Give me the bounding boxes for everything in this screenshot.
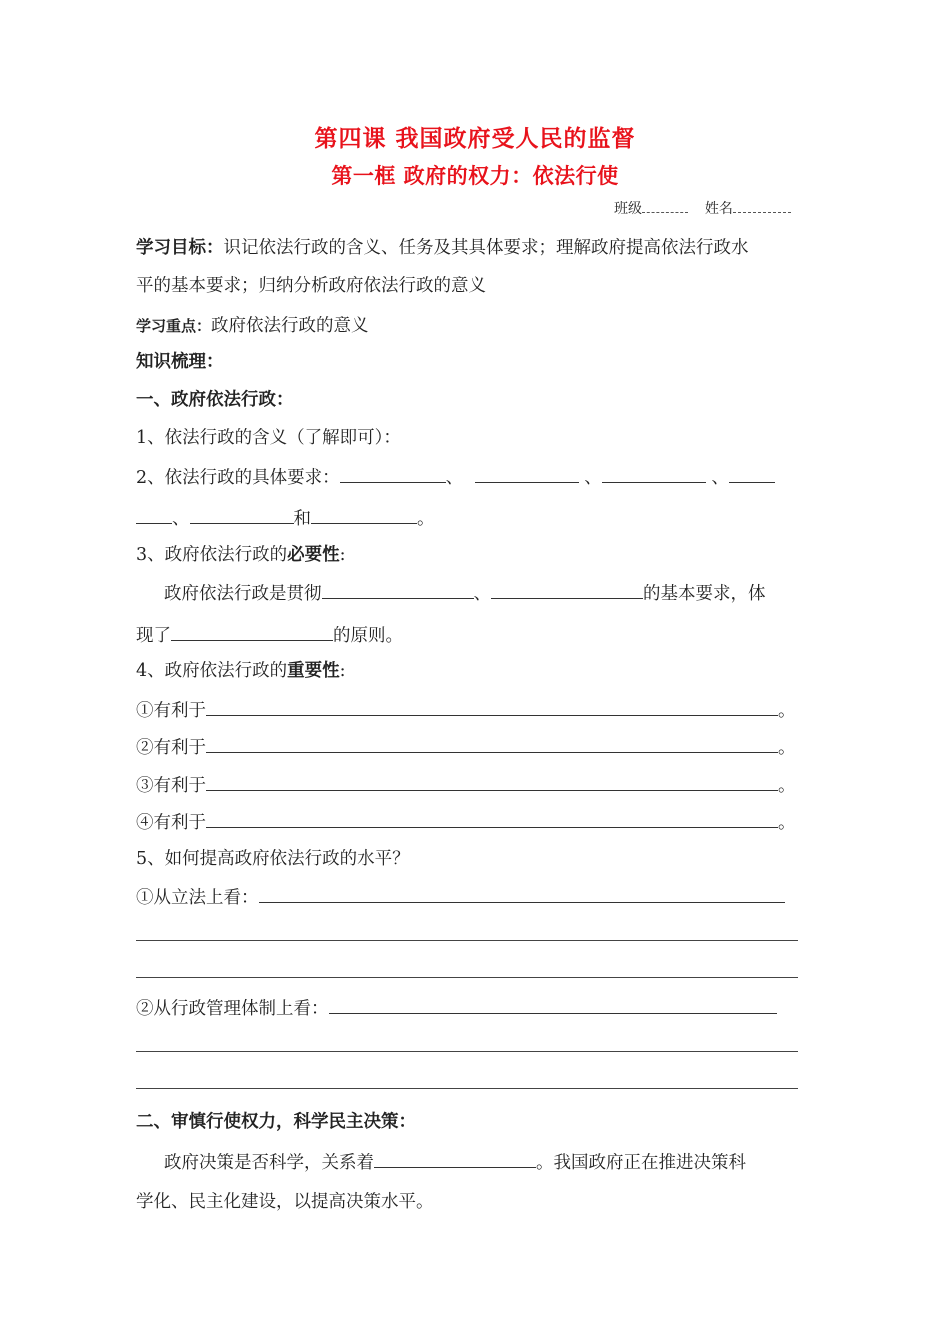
goals-label: 学习目标：	[136, 238, 224, 258]
and-text: 和	[293, 509, 311, 529]
answer-line[interactable]	[136, 977, 798, 978]
item5-admin	[136, 995, 777, 1021]
fill-blank[interactable]	[340, 464, 446, 483]
period: 。	[778, 701, 796, 721]
section2-text-2: 学化、民主化建设，以提高决策水平。	[136, 1192, 434, 1212]
period: 。	[778, 776, 796, 796]
fill-blank[interactable]	[259, 884, 785, 903]
item3-text-c: 现了	[136, 626, 171, 646]
goals-text-2: 平的基本要求；归纳分析政府依法行政的意义	[136, 276, 486, 296]
benefit-label: ①有利于	[136, 701, 206, 721]
name-blank[interactable]	[733, 200, 791, 213]
colon: :	[339, 661, 346, 681]
item2-requirements	[136, 464, 775, 490]
item5-question: 5、如何提高政府依法行政的水平？	[136, 849, 410, 869]
key-point-text: 政府依法行政的意义	[211, 316, 369, 336]
item3-text-d: 的原则。	[333, 626, 403, 646]
item4-importance	[136, 659, 346, 683]
goals-text-1: 识记依法行政的含义、任务及其具体要求；理解政府提高依法行政水	[223, 238, 749, 258]
lesson-title: 第四课 我国政府受人民的监督	[314, 126, 636, 152]
answer-line[interactable]	[136, 1088, 798, 1089]
benefit-line	[136, 772, 796, 798]
item4-prefix: 4、政府依法行政的	[136, 661, 288, 681]
fill-blank[interactable]	[311, 505, 417, 524]
fill-blank[interactable]	[602, 464, 706, 483]
key-point-line	[136, 314, 369, 338]
benefit-label: ④有利于	[136, 813, 206, 833]
period: 。	[778, 813, 796, 833]
separator: 、	[172, 509, 190, 529]
item3-text-b: 的基本要求，体	[643, 584, 766, 604]
item3-text-1	[164, 580, 766, 606]
section2-text-b: 。我国政府正在推进决策科	[536, 1153, 746, 1173]
colon: :	[339, 545, 346, 565]
item4-bold: 重要性	[287, 661, 340, 681]
benefit-line	[136, 809, 796, 835]
item2-prefix: 2、依法行政的具体要求：	[136, 468, 340, 488]
fill-blank[interactable]	[475, 464, 579, 483]
section2-heading: 二、审慎行使权力，科学民主决策：	[136, 1112, 416, 1132]
fill-blank[interactable]	[206, 772, 778, 791]
fill-blank[interactable]	[322, 580, 474, 599]
fill-blank[interactable]	[206, 734, 778, 753]
section2-text-a: 政府决策是否科学，关系着	[164, 1153, 374, 1173]
benefit-line	[136, 697, 796, 723]
fill-blank[interactable]	[190, 505, 294, 524]
fill-blank[interactable]	[491, 580, 643, 599]
name-label: 姓名	[704, 201, 733, 217]
fill-blank[interactable]	[729, 464, 775, 483]
learning-goals-line-1	[136, 236, 749, 260]
fill-blank[interactable]	[206, 697, 778, 716]
item3-text-2	[136, 622, 403, 648]
class-label: 班级	[614, 201, 642, 217]
class-name-fields	[614, 198, 791, 218]
item3-necessity	[136, 543, 346, 567]
section1-heading: 一、政府依法行政：	[136, 390, 294, 410]
key-point-label: 学习重点：	[136, 317, 212, 335]
benefit-label: ②有利于	[136, 738, 206, 758]
item3-prefix: 3、政府依法行政的	[136, 545, 288, 565]
answer-line[interactable]	[136, 940, 798, 941]
section2-text-1	[164, 1149, 746, 1175]
separator: 、	[473, 584, 491, 604]
item5-a-label: ①从立法上看：	[136, 888, 259, 908]
item2-requirements-cont	[136, 505, 435, 531]
benefit-line	[136, 734, 796, 760]
fill-blank[interactable]	[171, 622, 333, 641]
period: 。	[417, 509, 435, 529]
answer-line[interactable]	[136, 1051, 798, 1052]
item5-legislation	[136, 884, 785, 910]
separator: 、	[584, 468, 602, 488]
separator: 、	[445, 468, 464, 488]
separator: 、	[711, 468, 729, 488]
benefit-label: ③有利于	[136, 776, 206, 796]
frame-title: 第一框 政府的权力：依法行使	[331, 164, 619, 188]
fill-blank[interactable]	[206, 809, 778, 828]
fill-blank[interactable]	[374, 1149, 536, 1168]
fill-blank[interactable]	[329, 995, 777, 1014]
class-blank[interactable]	[642, 200, 688, 213]
item3-bold: 必要性	[287, 545, 340, 565]
period: 。	[778, 738, 796, 758]
knowledge-heading: 知识梳理：	[136, 352, 224, 372]
item5-b-label: ②从行政管理体制上看：	[136, 999, 329, 1019]
item3-text-a: 政府依法行政是贯彻	[164, 584, 322, 604]
item1-meaning: 1、依法行政的含义（了解即可）：	[136, 428, 401, 448]
fill-blank[interactable]	[136, 505, 172, 524]
